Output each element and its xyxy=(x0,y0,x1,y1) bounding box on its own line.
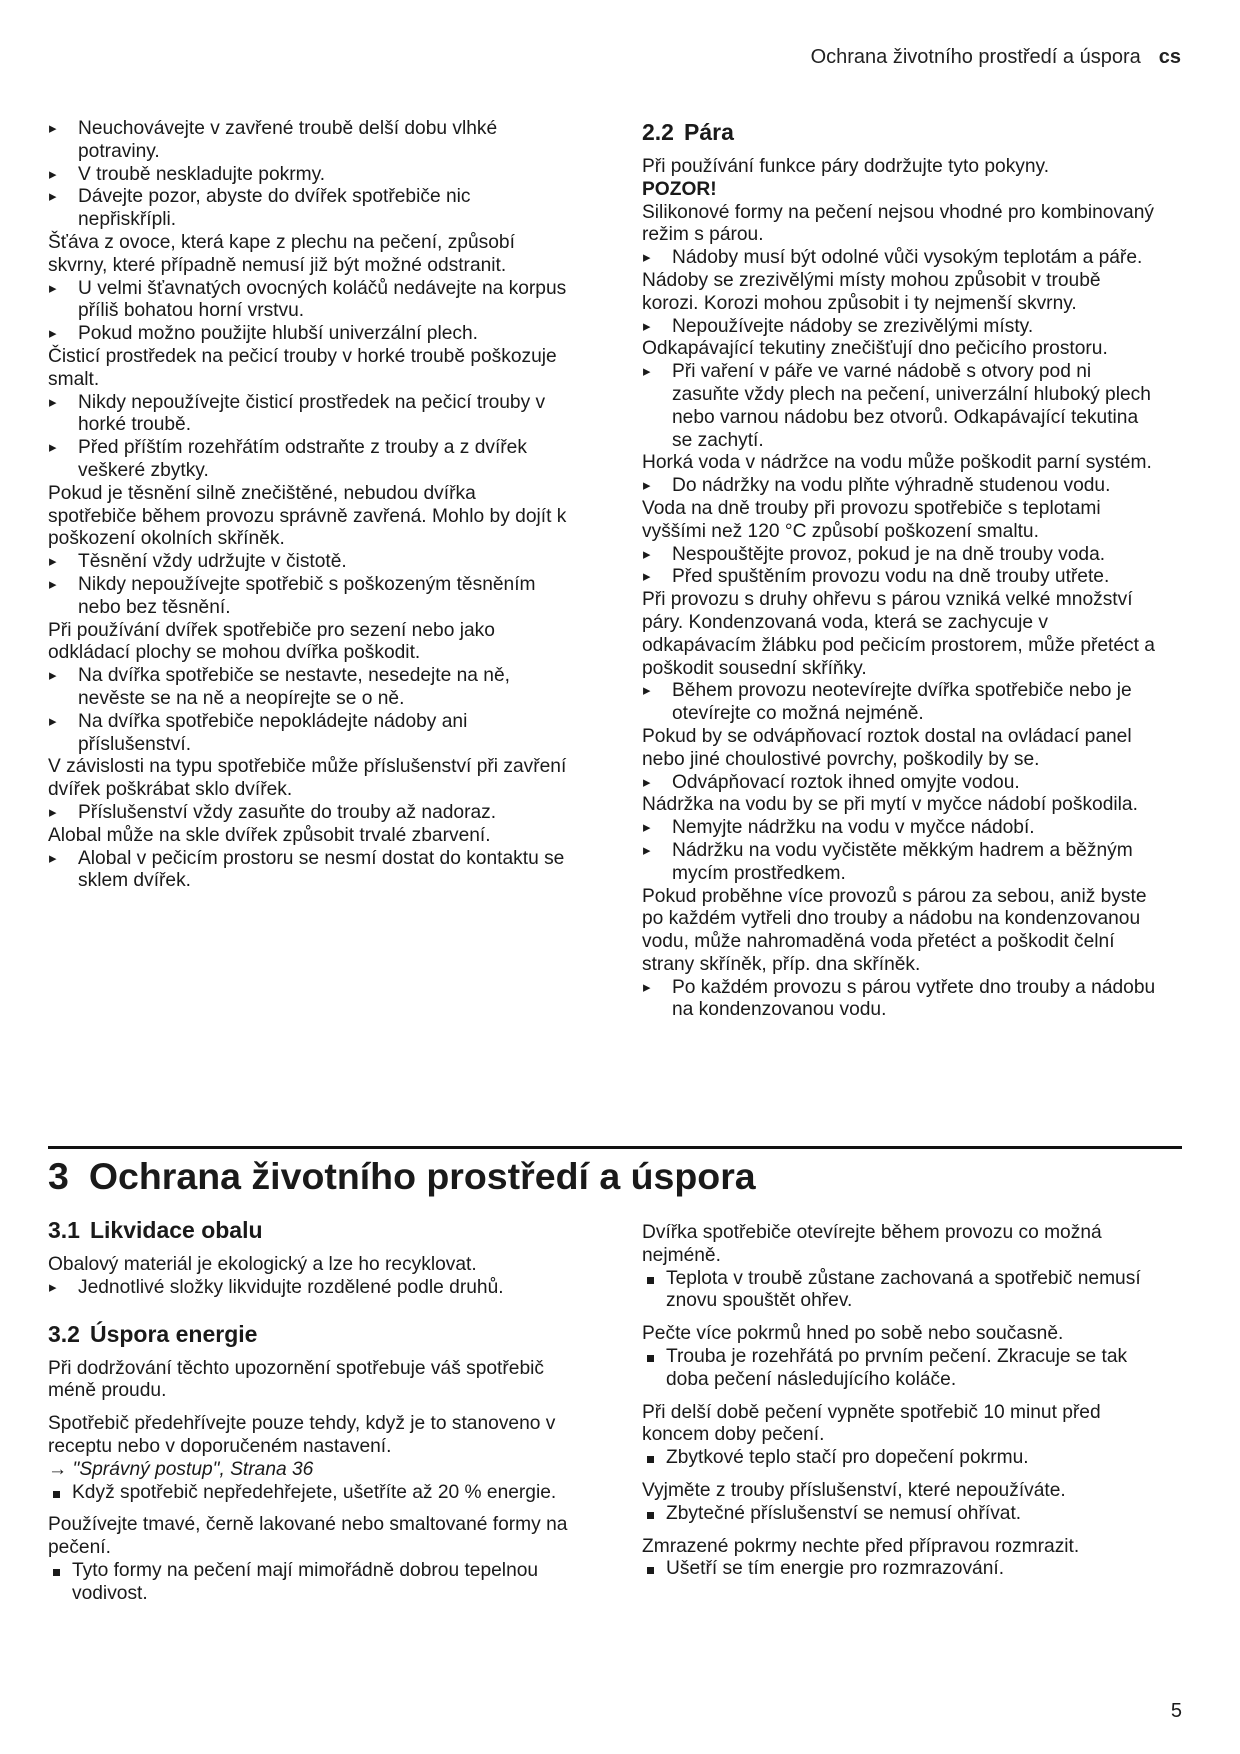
bullet-item: ▸ Nikdy nepoužívejte čisticí prostředek na pečicí trouby v horké troubě. xyxy=(48,392,568,438)
bullet-item: ▸ Před příštím rozehřátím odstraňte z trouby a z dvířek veškeré zbytky. xyxy=(48,437,568,483)
right-column-bottom xyxy=(642,1222,1162,1581)
paragraph: Používejte tmavé, černě lakované nebo smaltované formy na pečení. xyxy=(48,1514,568,1559)
left-column-top xyxy=(48,118,568,893)
paragraph: Nádržka na vodu by se při mytí v myčce nádobí poškodila. xyxy=(642,794,1138,816)
bullet-item: ▸ Na dvířka spotřebiče nepokládejte nádoby ani příslušenství. xyxy=(48,711,568,757)
bullet-item: ▸ U velmi šťavnatých ovocných koláčů nedávejte na korpus příliš bohatou horní vrstvu. xyxy=(48,278,568,324)
bullet-item: ▸ V troubě neskladujte pokrmy. xyxy=(48,164,568,187)
bullet-item: ▸ Po každém provozu s párou vytřete dno trouby a nádobu na kondenzovanou vodu. xyxy=(642,977,1162,1023)
steam-warnings xyxy=(642,156,1162,1022)
paragraph: Odkapávající tekutiny znečišťují dno pečicího prostoru. xyxy=(642,338,1108,360)
page-number: 5 xyxy=(1170,1700,1182,1722)
paragraph: Spotřebič předehřívejte pouze tehdy, když je to stanoveno v receptu nebo v doporučeném nastavení. xyxy=(48,1413,556,1457)
running-header xyxy=(811,46,1181,69)
paragraph: Pokud by se odvápňovací roztok dostal na ovládací panel nebo jiné choulostivé povrchy, poškodily by se. xyxy=(642,725,1132,770)
paragraph: Zmrazené pokrmy nechte před přípravou rozmrazit. xyxy=(642,1535,1080,1557)
paragraph: Šťáva z ovoce, která kape z plechu na pečení, způsobí skvrny, které případně nemusí již být možné odstranit. xyxy=(48,231,515,276)
left-column-bottom xyxy=(48,1216,568,1606)
paragraph: V závislosti na typu spotřebiče může příslušenství při zavření dvířek poškrábat sklo dvířek. xyxy=(48,756,567,801)
bullet-item: ▸ Nikdy nepoužívejte spotřebič s poškozeným těsněním nebo bez těsnění. xyxy=(48,574,568,620)
packaging-disposal xyxy=(48,1254,568,1300)
bullet-item: ▸ Před spuštěním provozu vodu na dně trouby utřete. xyxy=(642,566,1162,589)
chapter-3-heading: 3 Ochrana životního prostředí a úspora xyxy=(48,1155,756,1197)
bullet-item: ▸ Při vaření v páře ve varné nádobě s otvory pod ni zasuňte vždy plech na pečení, univerzální hluboký plech nebo varnou nádobu bez otvorů. Odkapávající tekutina se zachytí. xyxy=(642,361,1162,452)
result-item: Když spotřebič nepředehřejete, ušetříte až 20 % energie. xyxy=(48,1482,568,1505)
paragraph: Při používání dvířek spotřebiče pro sezení nebo jako odkládací plochy se mohou dvířka poškodit. xyxy=(48,619,495,664)
bullet-item: ▸ Alobal v pečicím prostoru se nesmí dostat do kontaktu se sklem dvířek. xyxy=(48,848,568,894)
paragraph: Dvířka spotřebiče otevírejte během provozu co možná nejméně. xyxy=(642,1222,1102,1266)
language-code: cs xyxy=(1158,46,1181,68)
result-item: Zbytečné příslušenství se nemusí ohřívat. xyxy=(642,1503,1162,1526)
bullet-item: ▸ Těsnění vždy udržujte v čistotě. xyxy=(48,551,568,574)
result-item: Teplota v troubě zůstane zachovaná a spotřebič nemusí znovu spouštět ohřev. xyxy=(642,1268,1162,1314)
section-2-2-heading: 2.2 Pára xyxy=(642,119,734,145)
paragraph: Při dodržování těchto upozornění spotřebuje váš spotřebič méně proudu. xyxy=(48,1357,544,1402)
spacer xyxy=(642,1470,1162,1480)
right-column-top xyxy=(642,118,1162,1022)
paragraph: Pokud proběhne více provozů s párou za sebou, aniž byste po každém vytřeli dno trouby a nádobu na kondenzovanou vodu, může nahromaděná voda přetéct a poškodit čelní strany skříněk, příp. dna skříněk. xyxy=(642,885,1147,975)
header-title: Ochrana životního prostředí a úspora xyxy=(810,46,1141,68)
bullet-item: ▸ Nemyjte nádržku na vodu v myčce nádobí. xyxy=(642,817,1162,840)
spacer xyxy=(48,1403,568,1413)
bullet-item: ▸ Jednotlivé složky likvidujte rozdělené podle druhů. xyxy=(48,1277,568,1300)
bullet-item: ▸ Během provozu neotevírejte dvířka spotřebiče nebo je otevírejte co možná nejméně. xyxy=(642,680,1162,726)
bullet-item: ▸ Nespouštějte provoz, pokud je na dně trouby voda. xyxy=(642,544,1162,567)
bullet-item: ▸ Odvápňovací roztok ihned omyjte vodou. xyxy=(642,772,1162,795)
warning-label: POZOR! xyxy=(642,178,717,200)
section-3-1-heading: 3.1 Likvidace obalu xyxy=(48,1217,263,1243)
paragraph: Pečte více pokrmů hned po sobě nebo současně. xyxy=(642,1323,1064,1345)
bullet-item: ▸ Nádržku na vodu vyčistěte měkkým hadrem a běžným mycím prostředkem. xyxy=(642,840,1162,886)
spacer xyxy=(642,1313,1162,1323)
section-divider xyxy=(48,1146,1182,1149)
bullet-item: ▸ Nádoby musí být odolné vůči vysokým teplotám a páře. xyxy=(642,247,1162,270)
bullet-item: ▸ Nepoužívejte nádoby se zrezivělými místy. xyxy=(642,316,1162,339)
bullet-item: ▸ Pokud možno použijte hlubší univerzální plech. xyxy=(48,323,568,346)
bullet-item: ▸ Příslušenství vždy zasuňte do trouby až nadoraz. xyxy=(48,802,568,825)
paragraph: Vyjměte z trouby příslušenství, které nepoužíváte. xyxy=(642,1479,1066,1501)
result-item: Trouba je rozehřátá po prvním pečení. Zkracuje se tak doba pečení následujícího koláče. xyxy=(642,1346,1162,1392)
result-item: Zbytkové teplo stačí pro dopečení pokrmu. xyxy=(642,1447,1162,1470)
paragraph: Nádoby se zrezivělými místy mohou způsobit v troubě korozi. Korozi mohou způsobit i ty nejmenší skvrny. xyxy=(642,269,1101,314)
paragraph: Při provozu s druhy ohřevu s párou vzniká velké množství páry. Kondenzovaná voda, která se zachycuje v odkapávacím žlábku pod pečicím prostorem, může přetéct a poškodit sousední skříňky. xyxy=(642,589,1155,679)
paragraph: Při delší době pečení vypněte spotřebič 10 minut před koncem doby pečení. xyxy=(642,1401,1101,1446)
paragraph: Alobal může na skle dvířek způsobit trvalé zbarvení. xyxy=(48,824,491,846)
bullet-item: ▸ Na dvířka spotřebiče se nestavte, nesedejte na ně, nevěste se na ně a neopírejte se o ně. xyxy=(48,665,568,711)
energy-saving-left xyxy=(48,1358,568,1606)
paragraph: Horká voda v nádržce na vodu může poškodit parní systém. xyxy=(642,452,1152,474)
result-item: Tyto formy na pečení mají mimořádně dobrou tepelnou vodivost. xyxy=(48,1560,568,1606)
spacer xyxy=(48,1504,568,1514)
cross-reference: → "Správný postup", Strana 36 xyxy=(48,1458,314,1480)
paragraph: Obalový materiál je ekologický a lze ho recyklovat. xyxy=(48,1254,477,1275)
paragraph: Pokud je těsnění silně znečištěné, nebudou dvířka spotřebiče během provozu správně zavřená. Mohlo by dojít k poškození okolních skříněk. xyxy=(48,482,567,550)
paragraph: Čisticí prostředek na pečicí trouby v horké troubě poškozuje smalt. xyxy=(48,345,557,390)
bullet-item: ▸ Do nádržky na vodu plňte výhradně studenou vodu. xyxy=(642,475,1162,498)
paragraph: Voda na dně trouby při provozu spotřebiče s teplotami vyššími než 120 °C způsobí poškození smaltu. xyxy=(642,497,1101,542)
bullet-item: ▸ Dávejte pozor, abyste do dvířek spotřebiče nic nepřiskřípli. xyxy=(48,186,568,232)
section-3-2-heading: 3.2 Úspora energie xyxy=(48,1320,258,1347)
bullet-item: ▸ Neuchovávejte v zavřené troubě delší dobu vlhké potraviny. xyxy=(48,118,568,164)
paragraph: Při používání funkce páry dodržujte tyto pokyny. xyxy=(642,156,1050,177)
result-item: Ušetří se tím energie pro rozmrazování. xyxy=(642,1558,1162,1581)
spacer xyxy=(642,1526,1162,1536)
paragraph: Silikonové formy na pečení nejsou vhodné pro kombinovaný režim s párou. xyxy=(642,201,1154,246)
spacer xyxy=(642,1392,1162,1402)
